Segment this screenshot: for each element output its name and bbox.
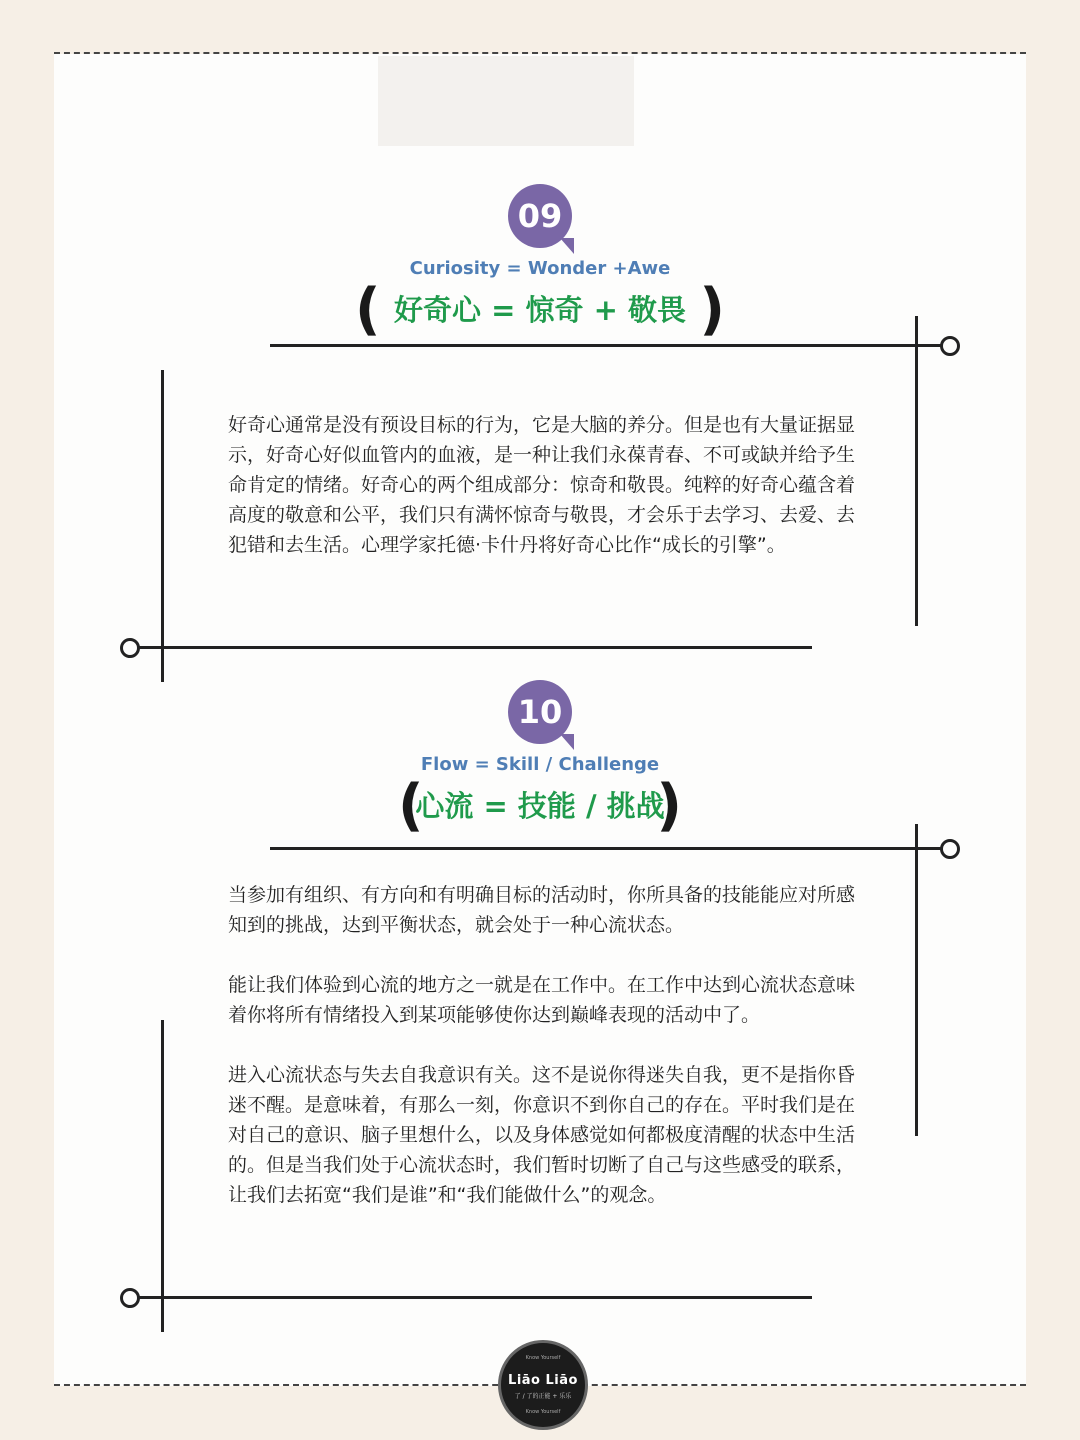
logo-ring-text: Know Yourself [525,1355,561,1361]
circle-node-icon [940,839,960,859]
section-english-title: Flow = Skill / Challenge [420,754,660,775]
frame-line [161,1020,164,1332]
logo-name: Liāo Liāo [508,1373,578,1388]
section-body [228,410,858,560]
top-blank-area [378,56,634,146]
section-chinese-title: 心流 = 技能 / 挑战 [415,789,665,823]
section-chinese-title: 好奇心 = 惊奇 + 敬畏 [394,293,686,327]
frame-line [161,370,164,682]
section-number-badge: 09 [508,184,572,248]
circle-node-icon [940,336,960,356]
section-chinese-title-block [398,773,682,838]
section-body [228,880,858,1210]
frame-line [915,316,918,626]
circle-node-icon [120,638,140,658]
section-english-title: Curiosity = Wonder +Awe [409,258,671,279]
close-parenthesis: ) [656,773,682,838]
logo-subtitle: 了 / 了的正能 + 乐乐 [514,1393,572,1400]
divider-line [270,847,942,850]
circle-node-icon [120,1288,140,1308]
body-paragraph: 能让我们体验到心流的地方之一就是在工作中。在工作中达到心流状态意味着你将所有情绪投入到某项能够使你达到巅峰表现的活动中了。 [228,974,856,1026]
divider-line [136,646,812,649]
body-paragraph: 当参加有组织、有方向和有明确目标的活动时，你所具备的技能能应对所感知到的挑战，达到平衡状态，就会处于一种心流状态。 [228,884,856,936]
open-parenthesis: ( [355,277,381,342]
brand-logo [498,1340,588,1430]
body-paragraph: 进入心流状态与失去自我意识有关。这不是说你得迷失自我，更不是指你昏迷不醒。是意味着，有那么一刻，你意识不到你自己的存在。平时我们是在对自己的意识、脑子里想什么，以及身体感觉如何都极度清醒的状态中生活的。但是当我们处于心流状态时，我们暂时切断了自己与这些感受的联系，让我们去拓宽“我们是谁”和“我们能做什么”的观念。 [228,1064,856,1206]
divider-line [270,344,942,347]
section-number-badge: 10 [508,680,572,744]
open-parenthesis: ( [398,773,424,838]
logo-ring-text: Know Yourself [525,1409,561,1415]
section-chinese-title-block [355,277,725,342]
body-paragraph: 好奇心通常是没有预设目标的行为，它是大脑的养分。但是也有大量证据显示，好奇心好似血管内的血液，是一种让我们永葆青春、不可或缺并给予生命肯定的情绪。好奇心的两个组成部分：惊奇和敬畏。纯粹的好奇心蕴含着高度的敬意和公平，我们只有满怀惊奇与敬畏，才会乐于去学习、去爱、去犯错和去生活。心理学家托德·卡什丹将好奇心比作“成长的引擎”。 [228,414,856,556]
frame-line [915,824,918,1136]
close-parenthesis: ) [699,277,725,342]
divider-line [136,1296,812,1299]
top-dashed-border [54,52,1026,54]
